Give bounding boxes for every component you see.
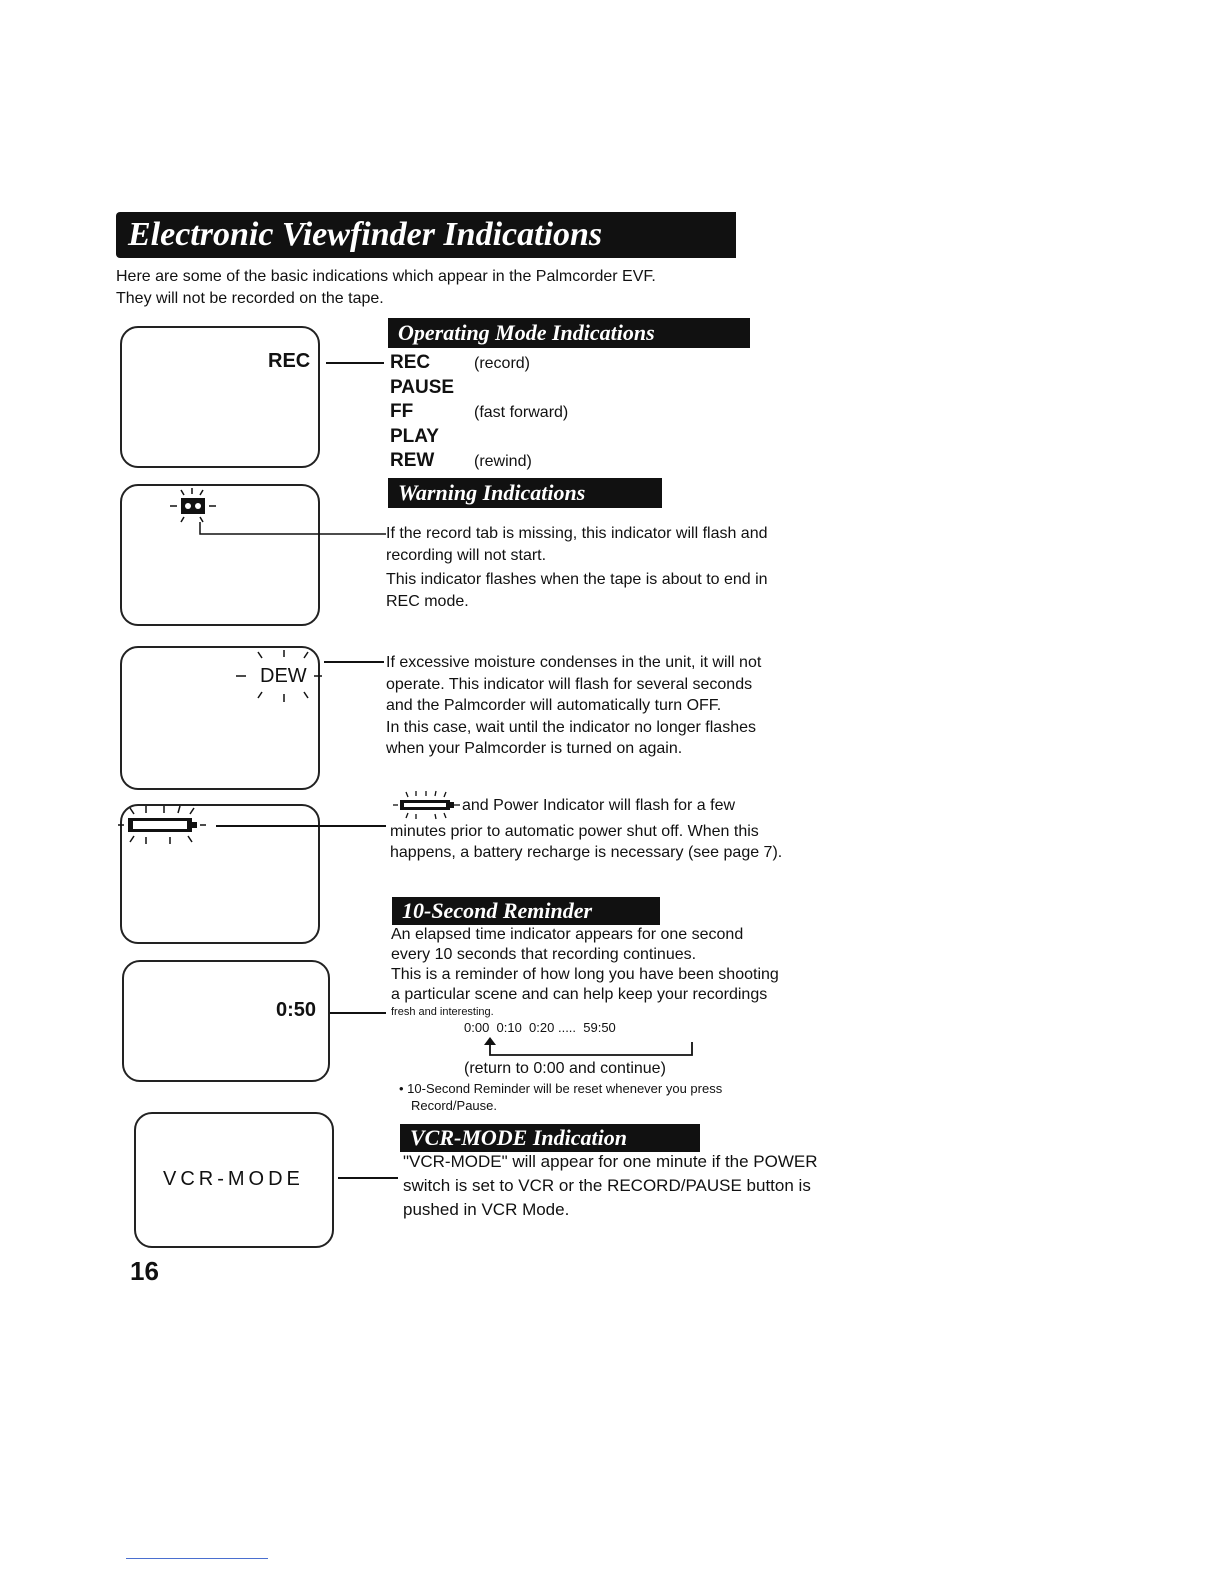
mode-row: PAUSE: [390, 376, 455, 398]
dew-indicator: DEW: [260, 665, 307, 687]
intro-text: [116, 266, 656, 310]
return-note: (return to 0:00 and continue): [464, 1060, 666, 1077]
tape-connector-line: [190, 520, 388, 540]
connector-line: [326, 362, 384, 364]
rec-screen-label: REC: [268, 350, 311, 372]
return-arrow: [478, 1036, 698, 1058]
connector-line: [338, 1177, 398, 1179]
battery-warning-icon: [116, 804, 208, 846]
page-title: Electronic Viewfinder Indications: [116, 212, 736, 258]
battery-warning-text: and Power Indicator will flash for a few minutes prior to automatic power shut off. When this happens, a battery recharge is necessary (see page 7).: [390, 797, 783, 861]
vcr-mode-heading: VCR-MODE Indication: [400, 1124, 700, 1152]
intro-line-1: Here are some of the basic indications which appear in the Palmcorder EVF.: [116, 268, 656, 285]
reminder-text: An elapsed time indicator appears for one second every 10 seconds that recording continues. This is a reminder of how long you have been shooting a particular scene and can help keep your recordings fresh and interesting.: [391, 926, 779, 1018]
connector-line: [216, 825, 386, 827]
connector-line: [324, 661, 384, 663]
mode-row: REW (rewind): [390, 450, 532, 471]
operating-mode-list: [390, 351, 568, 474]
mode-row: FF (fast forward): [390, 401, 569, 422]
vcr-screen-label: VCR-MODE: [163, 1168, 304, 1190]
reminder-sequence: 0:00 0:10 0:20 ..... 59:50: [464, 1020, 616, 1035]
dew-warning-text: If excessive moisture condenses in the unit, it will not operate. This indicator will flash for several seconds and the Palmcorder will automatically turn OFF. In this case, wait until the indicator no longer flashes when your Palmcorder is turned on again.: [386, 654, 762, 757]
reminder-reset-note: • 10-Second Reminder will be reset whenever you press Record/Pause.: [399, 1081, 723, 1113]
footer-rule: [126, 1558, 268, 1559]
page-number: 16: [130, 1256, 159, 1286]
reminder-heading: 10-Second Reminder: [392, 897, 660, 925]
intro-line-2: They will not be recorded on the tape.: [116, 290, 384, 307]
operating-mode-heading: Operating Mode Indications: [388, 318, 750, 348]
evf-screen-rec: [120, 326, 320, 468]
tape-warning-text: If the record tab is missing, this indicator will flash and recording will not start. This indicator flashes when the tape is about to end in REC mode.: [386, 525, 768, 610]
mode-row: PLAY: [390, 425, 439, 447]
connector-line: [330, 1012, 386, 1014]
vcr-mode-text: "VCR-MODE" will appear for one minute if the POWER switch is set to VCR or the RECORD/PAUSE button is pushed in VCR Mode.: [403, 1152, 818, 1219]
mode-row: REC (record): [390, 352, 531, 373]
warning-heading: Warning Indications: [388, 478, 662, 508]
reminder-screen-label: 0:50: [276, 999, 317, 1021]
